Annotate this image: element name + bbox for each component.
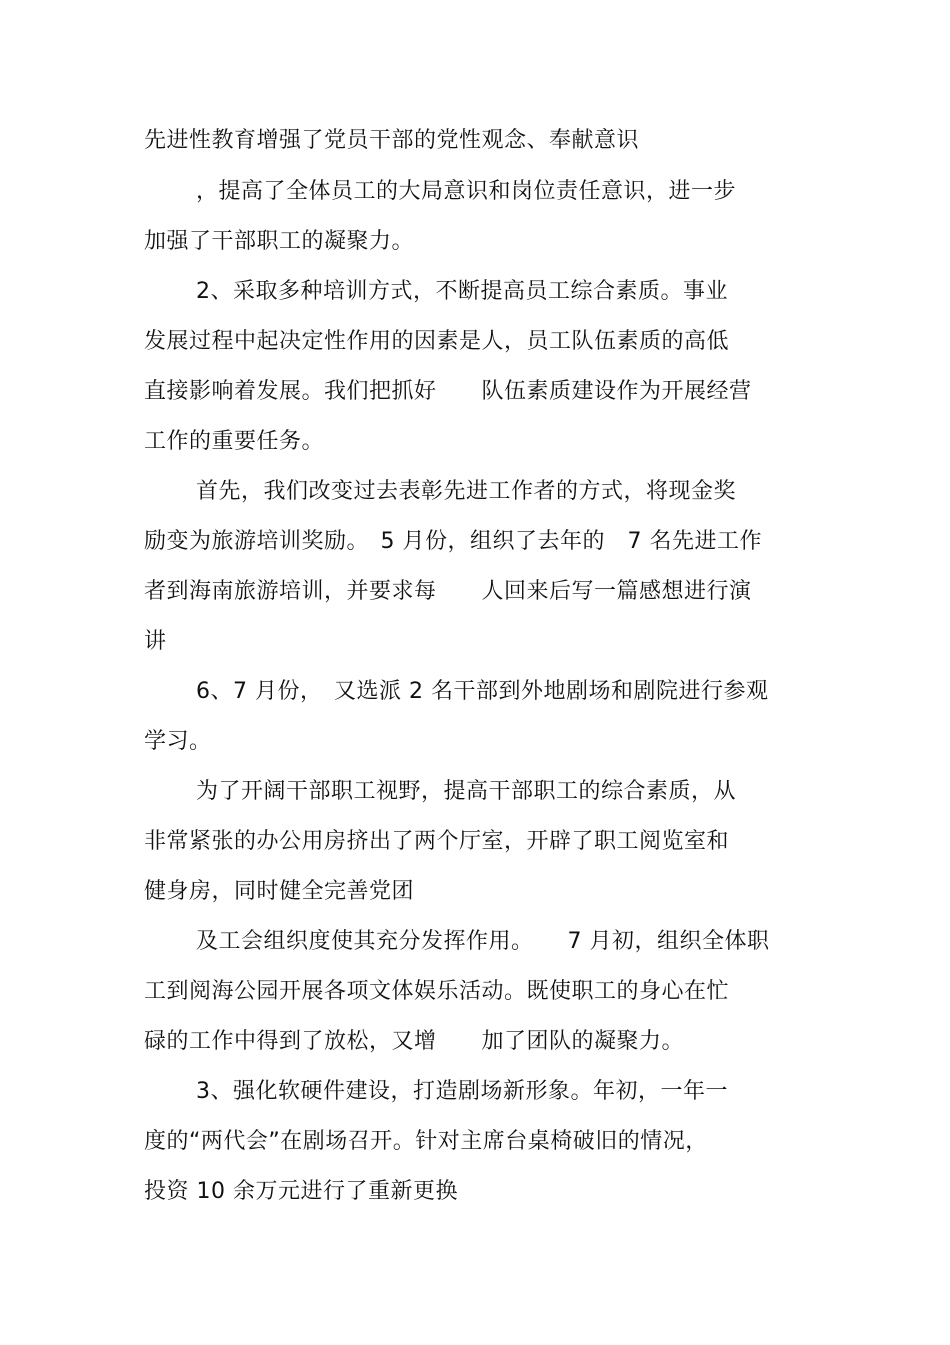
text-line: 3、强化软硬件建设，打造剧场新形象。年初，一年一 bbox=[196, 1079, 728, 1104]
text-line: 为了开阔干部职工视野，提高干部职工的综合素质，从 bbox=[196, 779, 737, 804]
text-line: 2、采取多种培训方式，不断提高员工综合素质。事业 bbox=[196, 279, 728, 304]
text-line: 讲 bbox=[144, 629, 167, 654]
text-line: 首先，我们改变过去表彰先进工作者的方式，将现金奖 bbox=[196, 479, 737, 504]
text-line: 励变为旅游培训奖励。 5 月份，组织了去年的 7 名先进工作 bbox=[144, 529, 762, 554]
text-line: 先进性教育增强了党员干部的党性观念、奉献意识 bbox=[144, 128, 640, 153]
text-line: 加强了干部职工的凝聚力。 bbox=[144, 229, 415, 254]
text-line: 度的“两代会”在剧场召开。针对主席台桌椅破旧的情况， bbox=[144, 1129, 708, 1154]
text-line: 学习。 bbox=[144, 729, 212, 754]
text-line: 碌的工作中得到了放松，又增 加了团队的凝聚力。 bbox=[144, 1029, 685, 1054]
text-line: 者到海南旅游培训，并要求每 人回来后写一篇感想进行演 bbox=[144, 579, 752, 604]
text-line: 非常紧张的办公用房挤出了两个厅室，开辟了职工阅览室和 bbox=[144, 829, 730, 854]
text-line: ，提高了全体员工的大局意识和岗位责任意识，进一步 bbox=[196, 179, 737, 204]
text-line: 发展过程中起决定性作用的因素是人，员工队伍素质的高低 bbox=[144, 329, 730, 354]
text-line: 投资 10 余万元进行了重新更换 bbox=[144, 1179, 458, 1204]
text-line: 工作的重要任务。 bbox=[144, 429, 325, 454]
text-line: 工到阅海公园开展各项文体娱乐活动。既使职工的身心在忙 bbox=[144, 979, 730, 1004]
text-line: 6、7 月份， 又选派 2 名干部到外地剧场和剧院进行参观 bbox=[196, 679, 769, 704]
text-line: 健身房，同时健全完善党团 bbox=[144, 879, 415, 904]
text-line: 及工会组织度使其充分发挥作用。 7 月初，组织全体职 bbox=[196, 929, 770, 954]
text-line: 直接影响着发展。我们把抓好 队伍素质建设作为开展经营 bbox=[144, 379, 752, 404]
